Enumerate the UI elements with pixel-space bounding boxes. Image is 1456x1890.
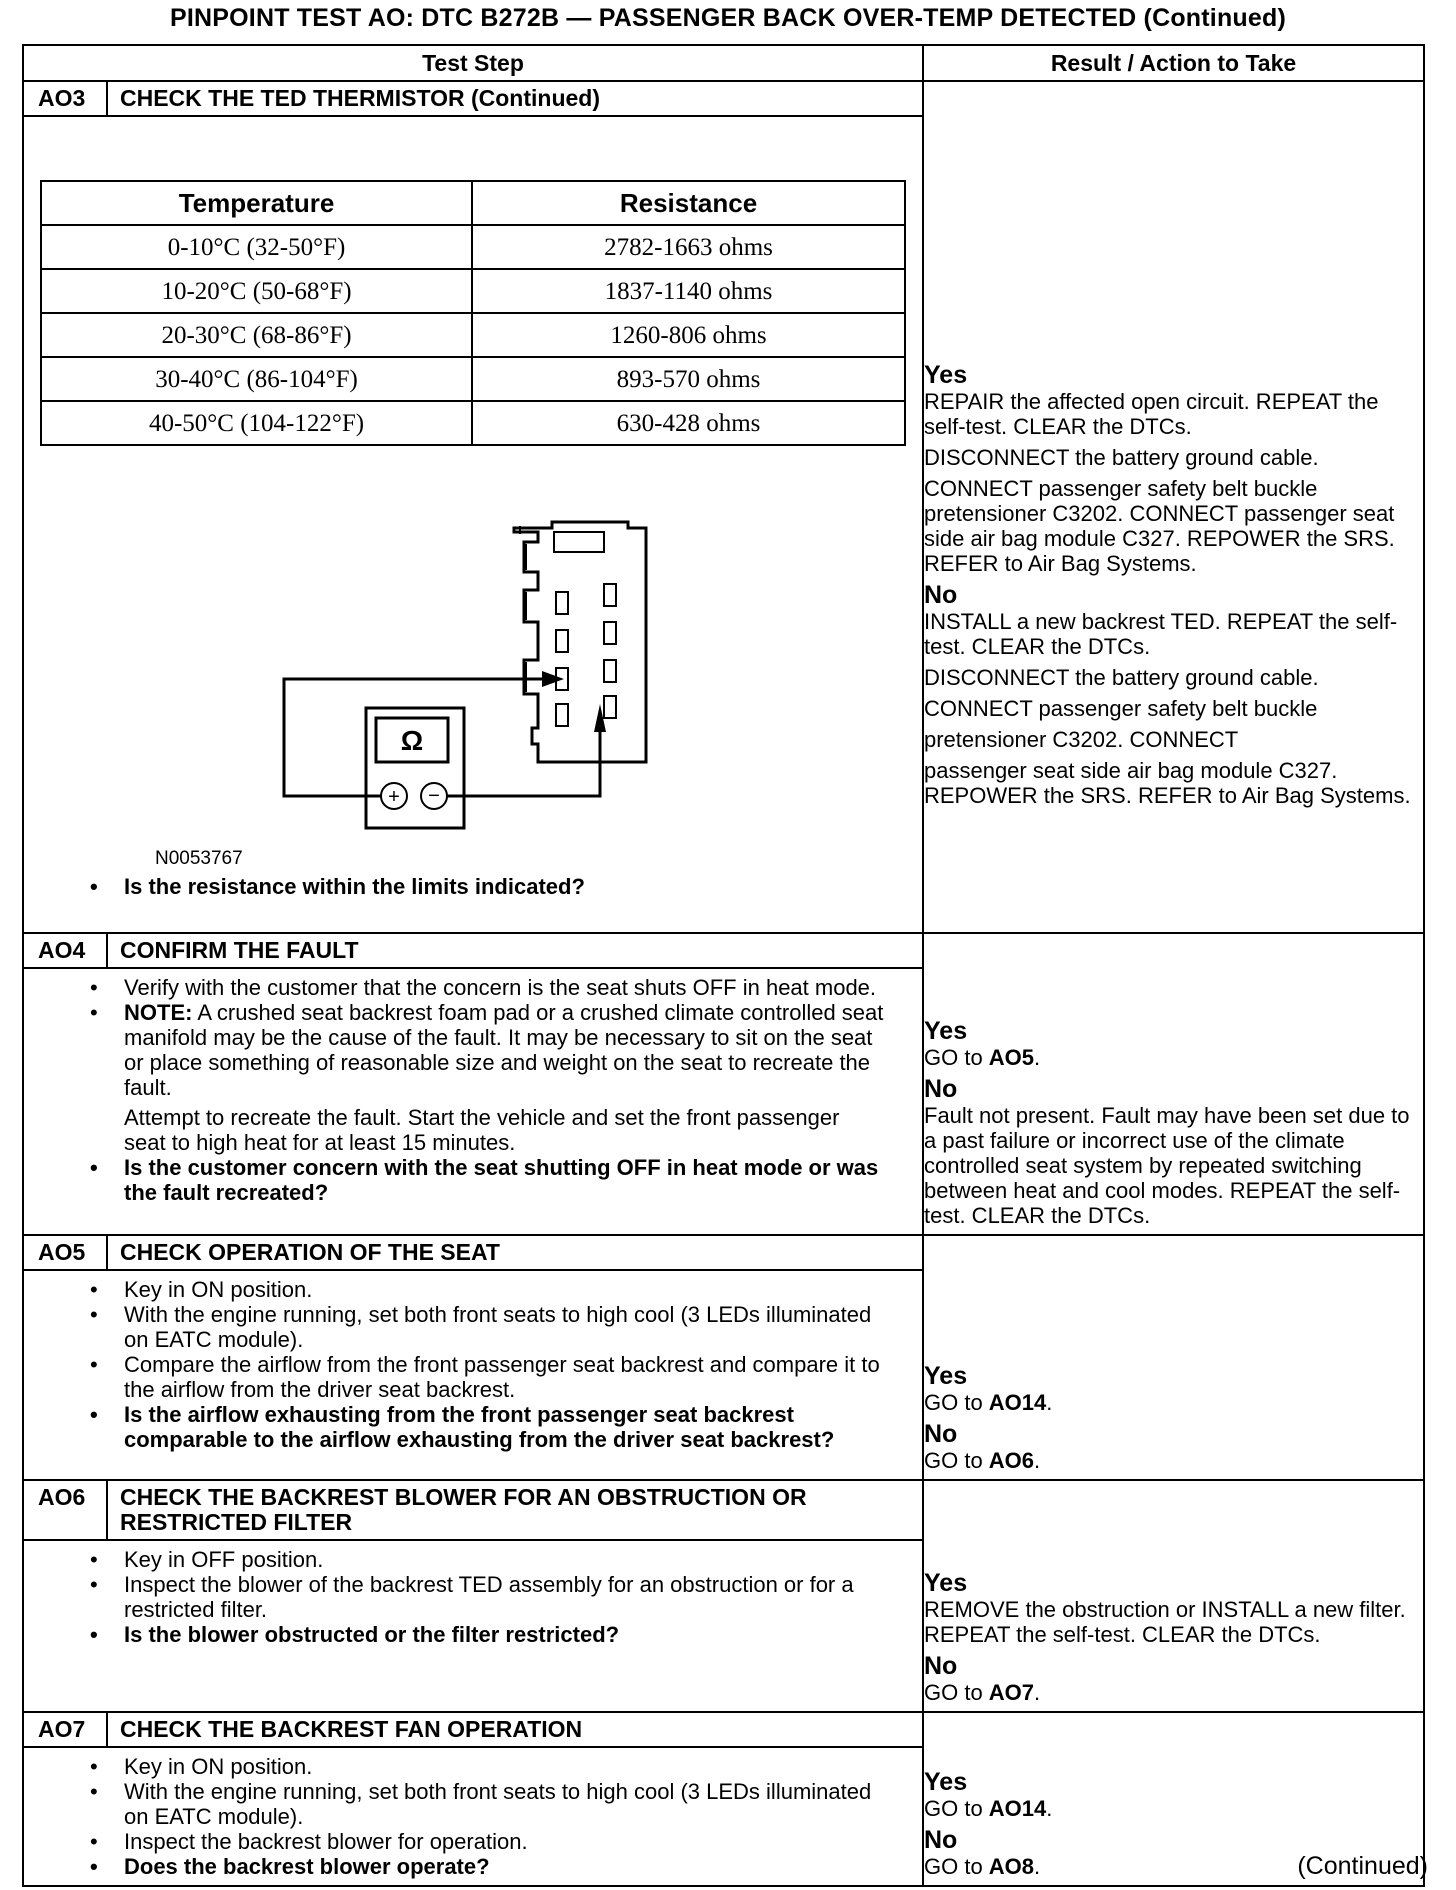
goto-ref[interactable]: AO5	[988, 1045, 1035, 1070]
step-instruction: • Verify with the customer that the concern is the seat shuts OFF in heat mode.	[124, 975, 886, 1000]
step-body	[24, 1271, 922, 1458]
goto-ref[interactable]: AO6	[988, 1448, 1035, 1473]
yes-action: GO to AO14.	[924, 1796, 1053, 1821]
resistance-cell: 1260-806 ohms	[472, 313, 905, 357]
no-label: No	[924, 581, 958, 609]
step-body	[24, 1541, 922, 1653]
step-row-ao7	[23, 1712, 1424, 1886]
no-action: pretensioner C3202. CONNECT	[924, 727, 1239, 752]
no-action: GO to AO6.	[924, 1448, 1041, 1473]
step-row-ao6	[23, 1480, 1424, 1712]
continued-label: (Continued)	[1297, 1852, 1428, 1880]
note-text: A crushed seat backrest foam pad or a crushed climate controlled seat manifold may be the cause of the fault. It may be necessary to sit on the seat or place something of reasonable size and weight on the seat to recreate the fault.	[124, 1000, 884, 1100]
cavity	[604, 584, 616, 606]
yes-label: Yes	[924, 361, 968, 389]
step-cell-ao5	[23, 1235, 923, 1480]
step-body	[24, 1748, 922, 1885]
yes-action: REMOVE the obstruction or INSTALL a new filter. REPEAT the self-test. CLEAR the DTCs.	[924, 1597, 1406, 1647]
temperature-cell: 20-30°C (68-86°F)	[41, 313, 472, 357]
goto-ref[interactable]: AO14	[988, 1796, 1047, 1821]
minus-sign: −	[428, 785, 440, 807]
step-id: AO5	[24, 1236, 108, 1269]
no-action: CONNECT passenger safety belt buckle	[924, 696, 1318, 721]
temperature-cell: 10-20°C (50-68°F)	[41, 269, 472, 313]
no-label: No	[924, 1652, 958, 1680]
step-instruction: • Key in OFF position.	[124, 1547, 886, 1572]
yes-label: Yes	[924, 1569, 968, 1597]
table-header-row	[23, 45, 1424, 81]
step-question: • Is the resistance within the limits indicated?	[124, 874, 766, 899]
step-title: CONFIRM THE FAULT	[120, 937, 359, 963]
no-action: passenger seat side air bag module C327. REPOWER the SRS. REFER to Air Bag Systems.	[924, 758, 1411, 808]
ohm-icon: Ω	[400, 725, 424, 756]
no-label: No	[924, 1826, 958, 1854]
positive-probe	[542, 671, 564, 687]
yes-action: CONNECT passenger safety belt buckle pretensioner C3202. CONNECT passenger seat side air bag module C327. REPOWER the SRS. REFER to Air Bag Systems.	[924, 476, 1395, 576]
resistance-cell: 893-570 ohms	[472, 357, 905, 401]
yes-action: GO to AO14.	[924, 1390, 1053, 1415]
yes-action: DISCONNECT the battery ground cable.	[924, 445, 1319, 470]
step-instruction: • With the engine running, set both front seats to high cool (3 LEDs illuminated on EATC module).	[124, 1779, 886, 1829]
result-header: Result / Action to Take	[923, 45, 1424, 81]
yes-action: GO to AO5.	[924, 1045, 1041, 1070]
step-instruction: • Key in ON position.	[124, 1754, 886, 1779]
no-action: INSTALL a new backrest TED. REPEAT the self-test. CLEAR the DTCs.	[924, 609, 1398, 659]
yes-label: Yes	[924, 1017, 968, 1045]
step-instruction: • Inspect the backrest blower for operation.	[124, 1829, 886, 1854]
step-title: CHECK THE TED THERMISTOR (Continued)	[120, 85, 600, 111]
step-cell-ao6	[23, 1480, 923, 1712]
test-step-header: Test Step	[23, 45, 923, 81]
step-title: CHECK THE BACKREST BLOWER FOR AN OBSTRUCTION OR RESTRICTED FILTER	[120, 1484, 807, 1535]
step-cell-ao3	[23, 81, 923, 933]
resistance-cell: 1837-1140 ohms	[472, 269, 905, 313]
cavity	[604, 622, 616, 644]
step-note	[124, 1000, 886, 1100]
cavity	[556, 592, 568, 614]
step-question: • Is the customer concern with the seat shutting OFF in heat mode or was the fault recreated?	[124, 1155, 886, 1205]
step-header-ao7	[24, 1713, 922, 1748]
step-id: AO7	[24, 1713, 108, 1746]
step-row-ao4	[23, 933, 1424, 1235]
step-id: AO4	[24, 934, 108, 967]
no-action: Fault not present. Fault may have been set due to a past failure or incorrect use of the climate controlled seat system by repeated switching between heat and cool modes. REPEAT the self-test. CLEAR the DTCs.	[924, 1103, 1410, 1228]
temperature-cell: 0-10°C (32-50°F)	[41, 225, 472, 269]
step-instruction: • Key in ON position.	[124, 1277, 886, 1302]
no-label: No	[924, 1075, 958, 1103]
goto-ref[interactable]: AO7	[988, 1680, 1035, 1705]
step-row-ao5	[23, 1235, 1424, 1480]
step-body	[24, 969, 922, 1211]
step-question: • Is the airflow exhausting from the front passenger seat backrest comparable to the airflow exhausting from the driver seat backrest?	[124, 1402, 886, 1452]
pinpoint-test-table	[22, 44, 1425, 1887]
ohmmeter-connector-diagram	[24, 82, 924, 932]
step-question-wrap	[124, 868, 902, 905]
no-action: GO to AO7.	[924, 1680, 1041, 1705]
cavity	[556, 630, 568, 652]
step-id: AO3	[24, 82, 108, 115]
result-cell-ao5	[923, 1235, 1424, 1480]
figure-id: N0053767	[155, 848, 243, 869]
temperature-cell: 40-50°C (104-122°F)	[41, 401, 472, 445]
cavity	[556, 704, 568, 726]
step-instruction: Attempt to recreate the fault. Start the vehicle and set the front passenger seat to high heat for at least 15 minutes.	[124, 1105, 840, 1155]
step-cell-ao7	[23, 1712, 923, 1886]
step-question: • Does the backrest blower operate?	[124, 1854, 886, 1879]
resistance-header: Resistance	[472, 181, 905, 225]
result-cell-ao4	[923, 933, 1424, 1235]
connector-latch	[554, 532, 604, 552]
resistance-cell: 630-428 ohms	[472, 401, 905, 445]
negative-lead	[447, 732, 600, 796]
step-title: CHECK OPERATION OF THE SEAT	[120, 1239, 500, 1265]
yes-label: Yes	[924, 1768, 968, 1796]
no-action: DISCONNECT the battery ground cable.	[924, 665, 1319, 690]
temperature-header: Temperature	[41, 181, 472, 225]
no-action: GO to AO8.	[924, 1854, 1041, 1879]
step-instruction: • With the engine running, set both front seats to high cool (3 LEDs illuminated on EATC module).	[124, 1302, 886, 1352]
step-id: AO6	[24, 1481, 108, 1539]
step-question: • Is the blower obstructed or the filter restricted?	[124, 1622, 886, 1647]
yes-label: Yes	[924, 1362, 968, 1390]
step-row-ao3	[23, 81, 1424, 933]
step-instruction: • Compare the airflow from the front passenger seat backrest and compare it to the airflow from the driver seat backrest.	[124, 1352, 886, 1402]
plus-sign: +	[388, 786, 400, 808]
note-label: NOTE:	[124, 1000, 193, 1025]
result-cell-ao6	[923, 1480, 1424, 1712]
page-title: PINPOINT TEST AO: DTC B272B — PASSENGER BACK OVER-TEMP DETECTED (Continued)	[170, 4, 1286, 32]
connector-outline	[514, 522, 646, 762]
yes-action: REPAIR the affected open circuit. REPEAT the self-test. CLEAR the DTCs.	[924, 389, 1379, 439]
goto-ref[interactable]: AO14	[988, 1390, 1047, 1415]
step-header-ao4	[24, 934, 922, 969]
step-header-ao5	[24, 1236, 922, 1271]
no-label: No	[924, 1420, 958, 1448]
result-cell-ao3	[923, 81, 1424, 933]
step-title: CHECK THE BACKREST FAN OPERATION	[120, 1716, 583, 1742]
temperature-cell: 30-40°C (86-104°F)	[41, 357, 472, 401]
step-cell-ao4	[23, 933, 923, 1235]
step-header-ao6	[24, 1481, 922, 1541]
step-instruction: • Inspect the blower of the backrest TED assembly for an obstruction or for a restricted filter.	[124, 1572, 886, 1622]
cavity	[604, 696, 616, 718]
resistance-cell: 2782-1663 ohms	[472, 225, 905, 269]
cavity	[604, 660, 616, 682]
goto-ref[interactable]: AO8	[988, 1854, 1035, 1879]
